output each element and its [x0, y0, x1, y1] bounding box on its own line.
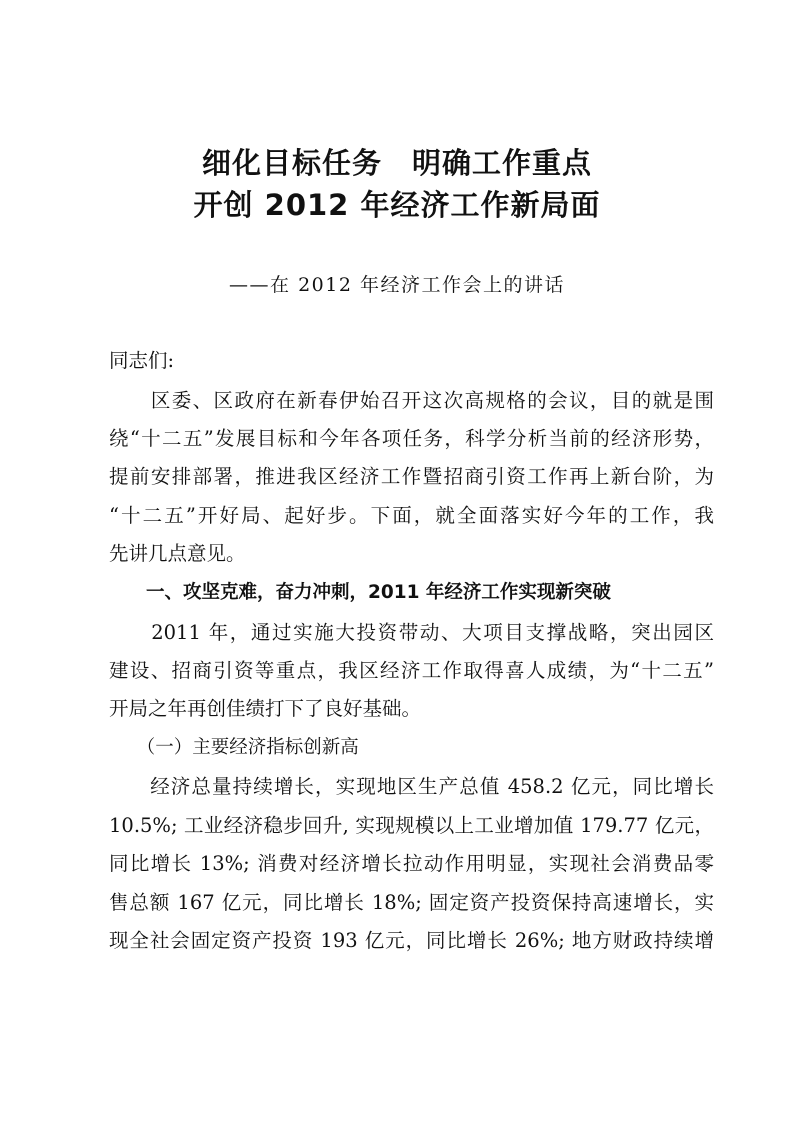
document-title-line-1: 细化目标任务 明确工作重点	[201, 146, 592, 180]
paragraph-3-line: 售总额 167 亿元，同比增长 18%; 固定资产投资保持高速增长，实	[109, 891, 714, 914]
paragraph-2-line: 开局之年再创佳绩打下了良好基础。	[109, 697, 422, 720]
subsection-1-heading: （一）主要经济指标创新高	[109, 737, 359, 758]
paragraph-1-line: 先讲几点意见。	[109, 542, 246, 565]
section-1-heading: 一、攻坚克难，奋力冲刺，2011 年经济工作实现新突破	[109, 582, 611, 603]
document-subtitle: ——在 2012 年经济工作会上的讲话	[229, 274, 565, 296]
paragraph-1-line: 区委、区政府在新春伊始召开这次高规格的会议，目的就是围	[109, 389, 714, 412]
document-title-line-2: 开创 2012 年经济工作新局面	[193, 188, 601, 222]
paragraph-1-line: 提前安排部署，推进我区经济工作暨招商引资工作再上新台阶，为	[109, 465, 714, 488]
paragraph-3-line: 10.5%; 工业经济稳步回升, 实现规模以上工业增加值 179.77 亿元，	[109, 814, 714, 837]
paragraph-1-line: “十二五”开好局、起好步。下面，就全面落实好今年的工作，我	[109, 504, 714, 527]
paragraph-3-line: 同比增长 13%; 消费对经济增长拉动作用明显，实现社会消费品零	[109, 852, 714, 875]
paragraph-2-line: 建设、招商引资等重点，我区经济工作取得喜人成绩，为“十二五”	[109, 659, 714, 682]
paragraph-3-line: 经济总量持续增长，实现地区生产总值 458.2 亿元，同比增长	[109, 775, 714, 798]
paragraph-3-line: 现全社会固定资产投资 193 亿元，同比增长 26%; 地方财政持续增	[109, 929, 714, 952]
salutation: 同志们:	[109, 349, 175, 372]
paragraph-2-line: 2011 年，通过实施大投资带动、大项目支撑战略，突出园区	[109, 621, 714, 644]
paragraph-1-line: 绕“十二五”发展目标和今年各项任务，科学分析当前的经济形势，	[109, 427, 714, 450]
